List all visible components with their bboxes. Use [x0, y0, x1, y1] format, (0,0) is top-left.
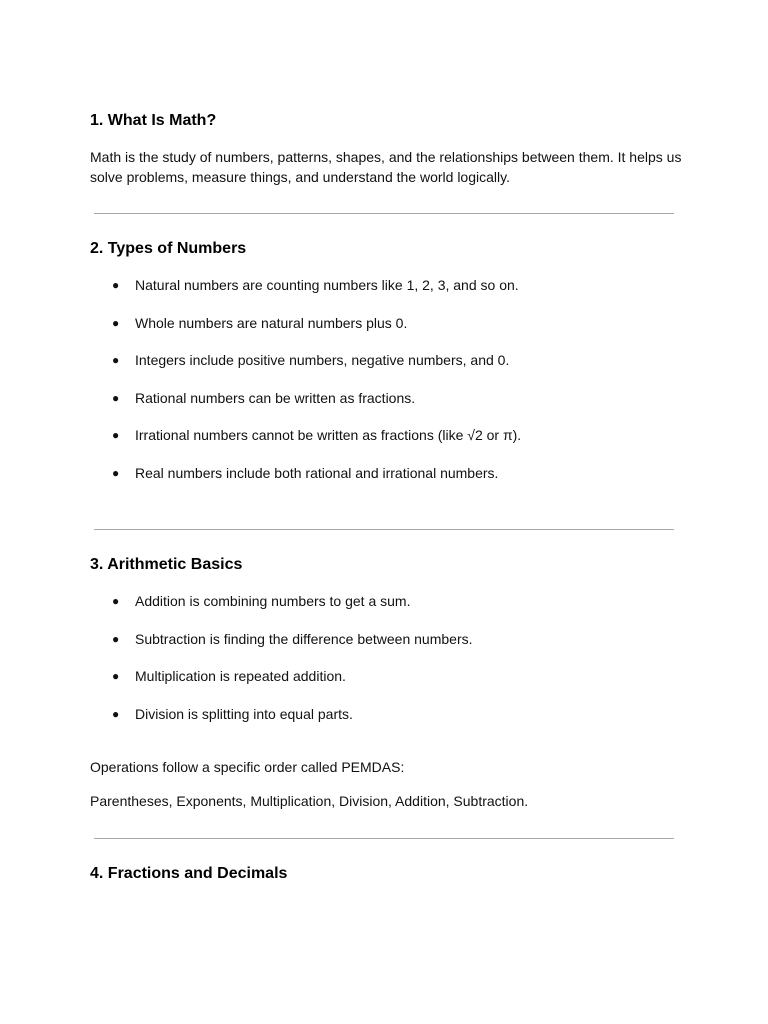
- list-item: [0, 463, 768, 501]
- bullet-icon: ●: [112, 669, 120, 684]
- list-item: [0, 350, 768, 388]
- section-heading: 3. Arithmetic Basics: [90, 556, 243, 573]
- list-item-text: Whole numbers are natural numbers plus 0.: [135, 314, 408, 331]
- list-item-text: Subtraction is finding the difference between numbers.: [135, 630, 473, 647]
- section-heading: 4. Fractions and Decimals: [90, 865, 288, 882]
- arithmetic-list: [0, 591, 768, 741]
- list-item: [0, 666, 768, 704]
- section-divider: [94, 838, 674, 839]
- numbers-list: [0, 275, 768, 501]
- list-item: [0, 313, 768, 351]
- bullet-icon: ●: [112, 353, 120, 368]
- list-item-text: Division is splitting into equal parts.: [135, 705, 353, 722]
- section-heading: 2. Types of Numbers: [90, 240, 247, 257]
- bullet-icon: ●: [112, 631, 120, 646]
- bullet-icon: ●: [112, 428, 120, 443]
- list-item: [0, 275, 768, 313]
- bullet-icon: ●: [112, 594, 120, 608]
- list-item-text: Rational numbers can be written as fractions.: [135, 389, 416, 406]
- list-item: [0, 425, 768, 463]
- pemdas-intro: Operations follow a specific order called PEMDAS:: [90, 759, 405, 775]
- list-item: [0, 629, 768, 667]
- list-item-text: Multiplication is repeated addition.: [135, 668, 346, 685]
- list-item: [0, 388, 768, 426]
- list-item-text: Real numbers include both rational and irrational numbers.: [135, 464, 499, 481]
- section-divider: [94, 213, 674, 214]
- list-item-text: Irrational numbers cannot be written as fractions (like √2 or π).: [135, 427, 522, 444]
- section-paragraph: Math is the study of numbers, patterns, shapes, and the relationships between them. It helps us solve problems, measure things, and understand the world logically.: [90, 149, 682, 185]
- bullet-icon: ●: [112, 465, 120, 480]
- list-item-text: Natural numbers are counting numbers like 1, 2, 3, and so on.: [135, 277, 519, 293]
- bullet-icon: ●: [112, 278, 120, 292]
- bullet-icon: ●: [112, 315, 120, 330]
- list-item-text: Integers include positive numbers, negative numbers, and 0.: [135, 352, 510, 369]
- bullet-icon: ●: [112, 706, 120, 721]
- bullet-icon: ●: [112, 390, 120, 405]
- section-divider: [94, 529, 674, 530]
- list-item: [0, 591, 768, 629]
- section-heading: 1. What Is Math?: [90, 112, 217, 129]
- list-item-text: Addition is combining numbers to get a sum.: [135, 593, 411, 609]
- list-item: [0, 704, 768, 742]
- pemdas-expansion: Parentheses, Exponents, Multiplication, Division, Addition, Subtraction.: [90, 793, 529, 809]
